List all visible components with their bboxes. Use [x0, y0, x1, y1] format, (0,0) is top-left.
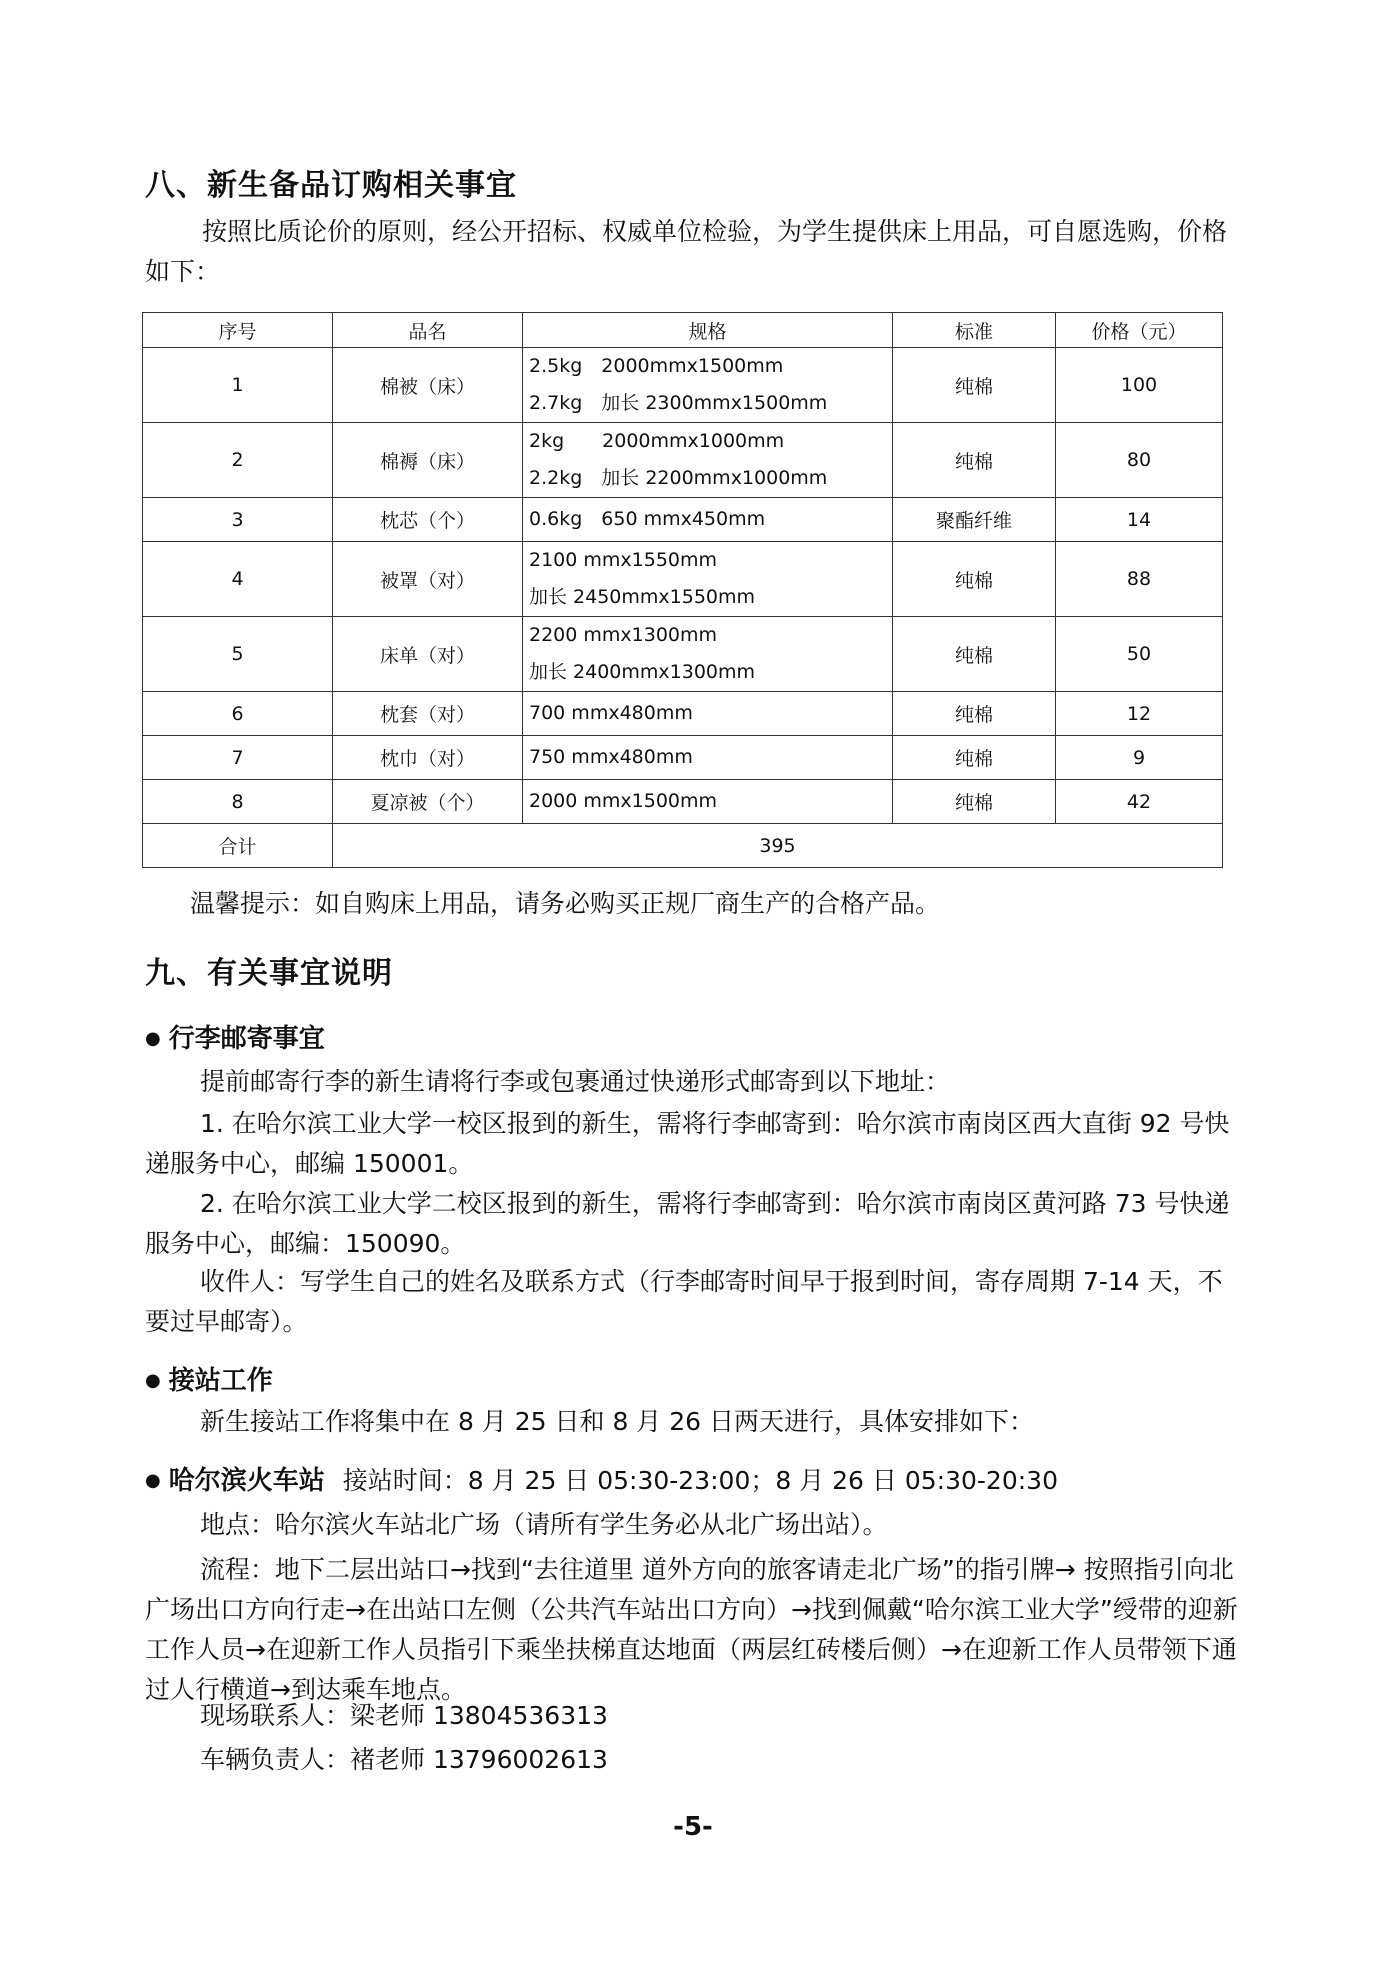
col-header-spec: 规格 — [523, 313, 893, 348]
cell-name: 床单（对） — [333, 617, 523, 692]
cell-name: 夏凉被（个） — [333, 780, 523, 824]
cell-spec — [523, 542, 893, 617]
col-header-standard: 标准 — [893, 313, 1056, 348]
cell-standard: 纯棉 — [893, 617, 1056, 692]
cell-price: 9 — [1056, 736, 1223, 780]
cell-standard: 纯棉 — [893, 692, 1056, 736]
vehicle-contact: 车辆负责人：褚老师 13796002613 — [200, 1745, 608, 1774]
bullet-icon: ● — [145, 1470, 161, 1491]
luggage-title: 行李邮寄事宜 — [168, 1024, 325, 1054]
page-number: -5- — [673, 1812, 713, 1842]
spec-line: 2100 mmx1550mm — [529, 549, 718, 571]
table-row — [143, 542, 1223, 617]
luggage-intro: 提前邮寄行李的新生请将行李或包裹通过快递形式邮寄到以下地址： — [200, 1067, 951, 1096]
section-8-heading: 八、新生备品订购相关事宜 — [145, 168, 517, 203]
cell-spec: 750 mmx480mm — [523, 736, 893, 780]
cell-standard: 纯棉 — [893, 736, 1056, 780]
luggage-receiver: 收件人：写学生自己的姓名及联系方式（行李邮寄时间早于报到时间，寄存周期 7-14 天，不要过早邮寄）。 — [145, 1267, 1223, 1336]
cell-no: 1 — [143, 348, 333, 423]
cell-no: 8 — [143, 780, 333, 824]
pickup-title: 接站工作 — [168, 1366, 273, 1396]
table-row — [143, 736, 1223, 780]
cell-standard: 纯棉 — [893, 423, 1056, 498]
bullet-icon: ● — [145, 1370, 161, 1391]
station-contact: 现场联系人：梁老师 13804536313 — [200, 1701, 608, 1730]
cell-name: 棉被（床） — [333, 348, 523, 423]
table-row — [143, 423, 1223, 498]
col-header-name: 品名 — [333, 313, 523, 348]
table-row — [143, 617, 1223, 692]
cell-name: 棉褥（床） — [333, 423, 523, 498]
spec-line: 2200 mmx1300mm — [529, 624, 718, 646]
bedding-price-table — [142, 312, 1223, 868]
table-row — [143, 780, 1223, 824]
cell-price: 88 — [1056, 542, 1223, 617]
table-row — [143, 692, 1223, 736]
luggage-subheading — [145, 1018, 325, 1055]
table-row — [143, 348, 1223, 423]
cell-standard: 纯棉 — [893, 542, 1056, 617]
station-title: 哈尔滨火车站 — [168, 1466, 325, 1496]
cell-name: 被罩（对） — [333, 542, 523, 617]
cell-no: 2 — [143, 423, 333, 498]
station-process: 流程：地下二层出站口→找到“去往道里 道外方向的旅客请走北广场”的指引牌→ 按照指引向北广场出口方向行走→在出站口左侧（公共汽车站出口方向）→找到佩戴“哈尔滨工业大学”绶带的迎新工作人员→在迎新工作人员指引下乘坐扶梯直达地面（两层红砖楼后侧）→在迎新工作人员带领下通过人行横道→到达乘车地点。 — [145, 1555, 1238, 1704]
cell-spec: 0.6kg 650 mmx450mm — [523, 498, 893, 542]
cell-price: 12 — [1056, 692, 1223, 736]
spec-line: 2.7kg 加长 2300mmx1500mm — [529, 392, 828, 414]
spec-line: 2kg 2000mmx1000mm — [529, 430, 785, 452]
table-header-row — [143, 313, 1223, 348]
cell-spec: 2000 mmx1500mm — [523, 780, 893, 824]
cell-spec — [523, 423, 893, 498]
luggage-address-2: 2. 在哈尔滨工业大学二校区报到的新生，需将行李邮寄到：哈尔滨市南岗区黄河路 73 号快递服务中心，邮编：150090。 — [145, 1189, 1230, 1258]
cell-name: 枕芯（个） — [333, 498, 523, 542]
cell-price: 50 — [1056, 617, 1223, 692]
table-total-row — [143, 824, 1223, 868]
cell-no: 4 — [143, 542, 333, 617]
cell-price: 42 — [1056, 780, 1223, 824]
spec-line: 加长 2450mmx1550mm — [529, 586, 756, 608]
cell-spec — [523, 348, 893, 423]
cell-no: 6 — [143, 692, 333, 736]
cell-name: 枕套（对） — [333, 692, 523, 736]
pickup-subheading — [145, 1360, 273, 1397]
cell-standard: 纯棉 — [893, 348, 1056, 423]
station-time: 接站时间：8 月 25 日 05:30-23:00；8 月 26 日 05:30-20:30 — [342, 1466, 1058, 1495]
station-place: 地点：哈尔滨火车站北广场（请所有学生务必从北广场出站）。 — [200, 1510, 888, 1539]
cell-spec: 700 mmx480mm — [523, 692, 893, 736]
station-subheading — [145, 1460, 1058, 1497]
section-9-heading: 九、有关事宜说明 — [145, 956, 393, 991]
table-row — [143, 498, 1223, 542]
col-header-no: 序号 — [143, 313, 333, 348]
cell-price: 100 — [1056, 348, 1223, 423]
total-value: 395 — [333, 824, 1223, 868]
cell-name: 枕巾（对） — [333, 736, 523, 780]
spec-line: 2.2kg 加长 2200mmx1000mm — [529, 467, 828, 489]
cell-price: 80 — [1056, 423, 1223, 498]
spec-line: 2.5kg 2000mmx1500mm — [529, 355, 784, 377]
bullet-icon: ● — [145, 1028, 161, 1049]
cell-spec — [523, 617, 893, 692]
cell-no: 5 — [143, 617, 333, 692]
pickup-intro: 新生接站工作将集中在 8 月 25 日和 8 月 26 日两天进行，具体安排如下： — [200, 1407, 1035, 1436]
cell-standard: 纯棉 — [893, 780, 1056, 824]
cell-standard: 聚酯纤维 — [893, 498, 1056, 542]
spec-line: 加长 2400mmx1300mm — [529, 661, 756, 683]
luggage-address-1: 1. 在哈尔滨工业大学一校区报到的新生，需将行李邮寄到：哈尔滨市南岗区西大直街 92 号快递服务中心，邮编 150001。 — [145, 1109, 1230, 1178]
cell-no: 3 — [143, 498, 333, 542]
col-header-price: 价格（元） — [1056, 313, 1223, 348]
purchase-tip: 温馨提示：如自购床上用品，请务必购买正规厂商生产的合格产品。 — [190, 889, 941, 918]
total-label: 合计 — [143, 824, 333, 868]
cell-price: 14 — [1056, 498, 1223, 542]
section-8-intro: 按照比质论价的原则，经公开招标、权威单位检验，为学生提供床上用品，可自愿选购，价格如下： — [145, 217, 1228, 286]
cell-no: 7 — [143, 736, 333, 780]
